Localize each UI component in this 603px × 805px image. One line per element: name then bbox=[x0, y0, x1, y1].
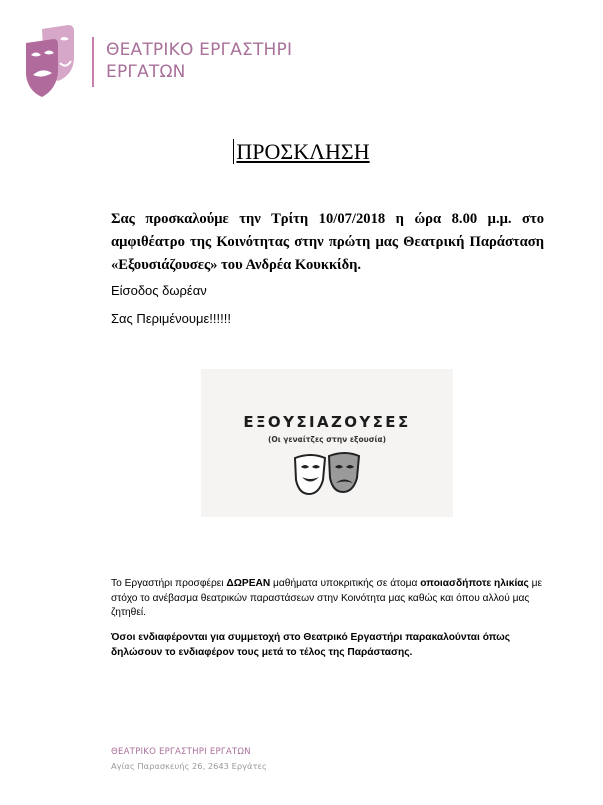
lessons-paragraph bbox=[111, 577, 548, 621]
comedy-tragedy-masks-icon bbox=[291, 450, 363, 496]
poster-title: ΕΞΟΥΣΙΑΖΟΥΣΕΣ bbox=[243, 413, 411, 431]
theatre-masks-icon bbox=[24, 25, 76, 99]
footer-org-name: ΘΕΑΤΡΙΚΟ ΕΡΓΑΣΤΗΡΙ ΕΡΓΑΤΩΝ bbox=[111, 747, 251, 757]
logo-divider bbox=[92, 37, 94, 87]
document-title bbox=[0, 139, 603, 165]
footer-address: Αγίας Παρασκευής 26, 2643 Εργάτες bbox=[111, 761, 267, 771]
lessons-text-2: μαθήματα υποκριτικής σε άτομα bbox=[270, 578, 421, 589]
poster-subtitle: (Οι γεναίτζες στην εξουσία) bbox=[267, 435, 387, 444]
lessons-age-emphasis: οποιασδήποτε ηλικίας bbox=[420, 578, 529, 589]
lessons-text-3: με στόχο το ανέβασμα θεατρικών παραστάσεων στην Κοινότητα μας καθώς και όπου αλλού μας ζητηθεί. bbox=[111, 578, 543, 618]
waiting-note: Σας Περιμένουμε!!!!!! bbox=[111, 311, 231, 326]
org-name-line1: ΘΕΑΤΡΙΚΟ ΕΡΓΑΣΤΗΡΙ bbox=[106, 40, 293, 60]
invitation-text: Σας προσκαλούμε την Τρίτη 10/07/2018 η ώρα 8.00 μ.μ. στο αμφιθέατρο της Κοινότητας στην πρώτη μας Θεατρική Παράσταση «Εξουσιάζουσες» του Ανδρέα Κουκκίδη. bbox=[111, 211, 544, 273]
letterhead bbox=[24, 25, 584, 100]
lessons-free-emphasis: ΔΩΡΕΑΝ bbox=[226, 578, 271, 589]
lessons-text-1: Το Εργαστήρι προσφέρει bbox=[111, 578, 227, 589]
org-name-line2: ΕΡΓΑΤΩΝ bbox=[106, 62, 186, 82]
participation-paragraph: Όσοι ενδιαφέρονται για συμμετοχή στο Θεατρικό Εργαστήρι παρακαλούνται όπως δηλώσουν το ενδιαφέρον τους μετά το τέλος της Παράστασης. bbox=[111, 632, 511, 658]
play-poster bbox=[201, 369, 453, 517]
entry-note: Είσοδος δωρέαν bbox=[111, 283, 207, 298]
title-text: ΠΡΟΣΚΛΗΣΗ bbox=[233, 139, 369, 164]
